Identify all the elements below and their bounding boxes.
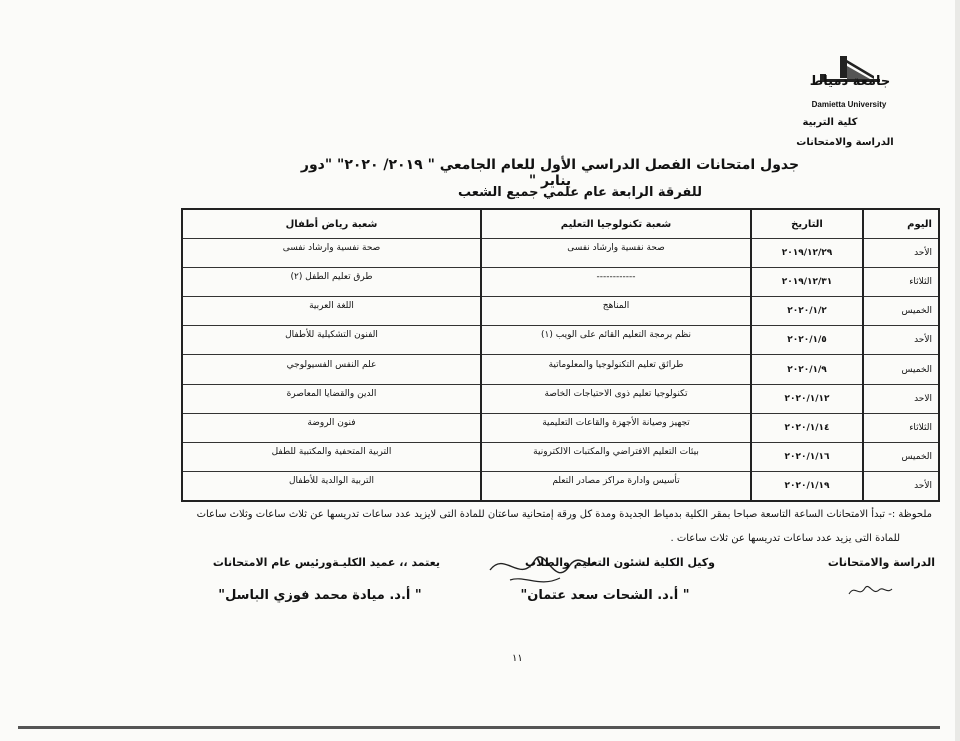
- cell-kids-text: فنون الروضة: [307, 417, 356, 428]
- header-day: اليوم: [863, 209, 939, 239]
- cell-kids: [182, 442, 481, 471]
- table-header-row: [182, 209, 939, 239]
- cell-kids-text: علم النفس الفسيولوجي: [286, 359, 377, 370]
- cell-kids-text: الفنون التشكيلية للأطفال: [285, 330, 378, 341]
- cell-date: ٢٠١٩/١٢/٣١: [751, 268, 863, 297]
- cell-kids: [182, 268, 481, 297]
- cell-kids-text: صحة نفسية وارشاد نفسى: [282, 243, 381, 254]
- schedule-title: جدول امتحانات الفصل الدراسي الأول للعام الجامعي " ٢٠١٩/ ٢٠٢٠" "دور يناير ": [300, 157, 800, 189]
- cell-day: الثلاثاء: [863, 413, 939, 442]
- dean-title: يعتمد ،، عميد الكليـةورئيس عام الامتحانات: [212, 556, 440, 569]
- header-tech: شعبة تكنولوجيا التعليم: [481, 209, 751, 239]
- cell-tech: [481, 384, 751, 413]
- cell-day: الأحد: [863, 471, 939, 501]
- department-signature-title: الدراسة والامتحانات: [827, 556, 935, 569]
- cell-day: الاحد: [863, 384, 939, 413]
- cell-kids: [182, 471, 481, 501]
- cell-tech-text: طرائق تعليم التكنولوجيا والمعلوماتية: [548, 359, 684, 370]
- cell-day: الخميس: [863, 355, 939, 384]
- table-row: [182, 297, 939, 326]
- cell-tech-text: تأسيس وادارة مراكز مصادر التعلم: [552, 475, 680, 486]
- cell-tech: [481, 413, 751, 442]
- cell-date: ٢٠٢٠/١/١٢: [751, 384, 863, 413]
- vice-dean-name: " أ.د. الشحات سعد عتمان": [520, 588, 690, 603]
- note-line-1: ملحوظة :- تبدأ الامتحانات الساعة التاسعة صباحا بمقر الكلية بدمياط الجديدة ومدة كل ورقة إمتحانية ساعتان للمادة التى لايزيد عدد ساعات تدريسها عن ثلاث ساعات وثلاث ساعات: [196, 509, 932, 520]
- table-row: [182, 239, 939, 268]
- cell-tech-text: ------------: [596, 272, 636, 283]
- cell-kids: [182, 355, 481, 384]
- cell-day: الثلاثاء: [863, 268, 939, 297]
- exam-schedule-table: [181, 208, 940, 502]
- cell-kids-text: طرق تعليم الطفل (٢): [290, 272, 373, 283]
- note-line-2: للمادة التى يزيد عدد ساعات تدريسها عن ثلاث ساعات .: [670, 533, 900, 544]
- cell-kids-text: التربية الوالدية للأطفال: [289, 475, 374, 486]
- cell-day: الأحد: [863, 239, 939, 268]
- cell-kids-text: التربية المتحفية والمكتبية للطفل: [271, 446, 392, 457]
- cell-tech-text: بيئات التعليم الافتراضي والمكتبات الالكترونية: [533, 446, 699, 457]
- cell-kids: [182, 413, 481, 442]
- department-name: الدراسة والامتحانات: [796, 137, 894, 148]
- cell-kids-text: الدين والقضايا المعاصرة: [286, 388, 377, 399]
- cell-tech: [481, 326, 751, 355]
- scan-edge: [955, 0, 960, 741]
- page-number: ١١: [512, 653, 523, 664]
- table-row: [182, 384, 939, 413]
- university-name-english: Damietta University: [811, 100, 887, 109]
- cell-tech-text: تكنولوجيا تعليم ذوى الاحتياجات الخاصة: [544, 388, 688, 399]
- cell-tech-text: المناهج: [602, 301, 630, 312]
- cell-date: ٢٠٢٠/١/١٦: [751, 442, 863, 471]
- header-kids: شعبة رياض أطفال: [182, 209, 481, 239]
- table-row: [182, 471, 939, 501]
- dept-signature-icon: [845, 580, 895, 602]
- cell-date: ٢٠٢٠/١/٥: [751, 326, 863, 355]
- cell-date: ٢٠١٩/١٢/٢٩: [751, 239, 863, 268]
- table-row: [182, 442, 939, 471]
- header-date: التاريخ: [751, 209, 863, 239]
- cell-date: ٢٠٢٠/١/١٤: [751, 413, 863, 442]
- cell-day: الخميس: [863, 442, 939, 471]
- cell-date: ٢٠٢٠/١/١٩: [751, 471, 863, 501]
- cell-kids: [182, 239, 481, 268]
- table-row: [182, 355, 939, 384]
- vice-dean-title: وكيل الكلية لشئون التعليم والطلاب: [525, 556, 715, 569]
- cell-tech: [481, 297, 751, 326]
- dean-name: " أ.د. ميادة محمد فوزي الباسل": [218, 588, 422, 603]
- table-row: [182, 268, 939, 297]
- university-name-arabic: جامعة دمياط: [809, 74, 891, 89]
- cell-kids: [182, 297, 481, 326]
- table-row: [182, 413, 939, 442]
- cell-kids: [182, 384, 481, 413]
- cell-tech: [481, 239, 751, 268]
- cell-tech-text: صحة نفسية وارشاد نفسى: [567, 243, 665, 254]
- cell-tech: [481, 355, 751, 384]
- cell-kids: [182, 326, 481, 355]
- cell-kids-text: اللغة العربية: [309, 301, 354, 312]
- cell-day: الخميس: [863, 297, 939, 326]
- cell-tech: [481, 471, 751, 501]
- cell-tech-text: تجهيز وصيانة الأجهزة والقاعات التعليمية: [542, 417, 690, 428]
- cell-tech: [481, 268, 751, 297]
- cell-tech: [481, 442, 751, 471]
- cell-day: الأحد: [863, 326, 939, 355]
- cell-date: ٢٠٢٠/١/٩: [751, 355, 863, 384]
- schedule-subtitle: للفرقة الرابعة عام علمي جميع الشعب: [458, 185, 702, 200]
- cell-date: ٢٠٢٠/١/٢: [751, 297, 863, 326]
- cell-tech-text: نظم برمجة التعليم القائم على الويب (١): [541, 330, 691, 341]
- faculty-name: كلية التربية: [802, 117, 858, 128]
- table-row: [182, 326, 939, 355]
- bottom-divider: [18, 726, 940, 729]
